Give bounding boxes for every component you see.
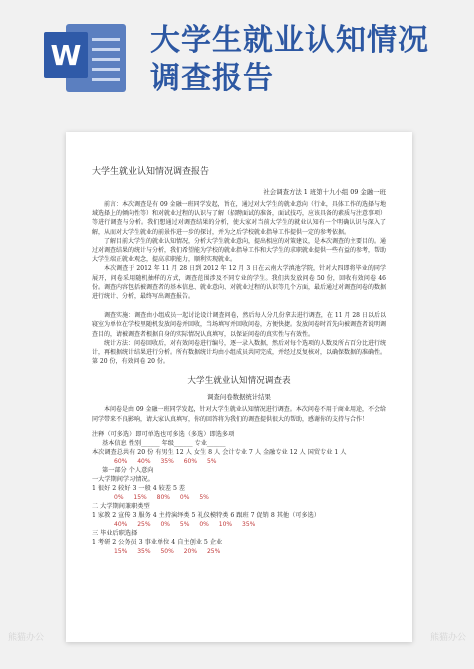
section-subtitle: 调查问卷数据统计结果	[207, 393, 271, 402]
question-1-options: 1 很好 2 较好 3 一般 4 较差 5 差	[92, 484, 186, 492]
question-1-percentages: 0% 15% 80% 0% 5%	[114, 493, 209, 501]
header-banner	[0, 0, 474, 120]
word-icon	[44, 18, 134, 98]
question-1: 一大学期间学习情况。	[92, 475, 154, 483]
question-2-percentages: 40% 25% 0% 5% 0% 10% 35%	[114, 520, 256, 528]
intro-paragraph: 前言：本次调查是有 09 金融一班同学发起，旨在，通过对大学生的就业意向（行业，具体工作的选择与地域选择上的倾向性等）和对就业过程的认识与了解（招聘面试的准备，面试技巧，应该具备的素质与注意事项）等进行调查与分析。我们想通过对调查结果的分析，使大家对当前大学生的就业认知有一个明确认识与深入了解，从而对大学生就业的前景作进一步的探讨，并为之后学校就业指导工作提供一定的参考依据。	[92, 201, 387, 236]
page-title: 大学生就业认知情况调查报告	[150, 23, 429, 96]
basic-info-line: 基本信息 性别______ 年级______ 专业______	[102, 439, 226, 447]
count-percentages: 60% 40% 35% 60% 5%	[114, 457, 217, 465]
question-2: 二 大学期间兼职类型	[92, 502, 150, 510]
count-line: 本次调查总共有 20 份 有男生 12 人 女生 8 人 会计专业 7 人 金融专业 12 人 国贸专业 1 人	[92, 448, 347, 456]
document-page	[66, 132, 412, 642]
process-paragraph: 调查实施：调查由小组成员一起讨论设计调查问卷，然后每人分几份拿去进行调查，在 11 月 28 日以后以寝室为单位在学校里随机发放问卷并回收，当场填写并回收问卷，方便快捷。发放问卷时首先向被调查者说明调查目的，请被调查者根据自身的实际情况认真填写，以保证问卷的真实性与有效性。	[92, 312, 387, 338]
method-line: 社会调查方法 1 班第十九小组 09 金融一班	[263, 188, 386, 196]
part-title: 第一部分 个人意向	[102, 466, 154, 474]
question-2-options: 1 家教 2 宣传 3 服务 4 主持演绎类 5 礼仪模特类 6 跟班 7 促销 8 其他（可多选）	[92, 511, 321, 519]
watermark-right: 熊猫办公	[429, 633, 466, 643]
note-line: 注释（可多选）即可单选也可多选（多选）即选多项	[92, 430, 235, 438]
section-title: 大学生就业认知情况调查表	[187, 376, 291, 387]
process-paragraph: 统计方法：问卷回收后，对有效问卷进行编号，逐一录入数据，然后对每个选项的人数及所占百分比进行统计，再根据统计结果进行分析。所有数据统计均由小组成员共同完成，并经过反复核对，以确保数据的准确性。第 20 份，有效问卷 20 份。	[92, 339, 387, 366]
intro-paragraph: 本次调查于 2012 年 11 月 28 日到 2012 年 12 月 3 日在云南大学滇池学院，针对大四即将毕业的同学展开，问卷采用随机抽样的方式，调查范围涉及不同专业的学生。我们共发放问卷 50 份，回收有效问卷 46 份。调查内容包括被调查者的基本信息、就业意向、对就业过程的认识等几个方面，最后通过对调查问卷的数据进行统计、分析，最终写出调查报告。	[92, 265, 387, 301]
intro-paragraph: 了解目前大学生的就业认知情况，分析大学生就业意向，提出相应的对策建议，是本次调查的主要目的。通过对调查结果的统计与分析，我们希望能为学校的就业指导工作和大学生的求职就业提供一些有益的参考，帮助大学生端正就业观念，提高求职能力，顺利实现就业。	[92, 237, 387, 264]
survey-intro: 本问卷是由 09 金融一班同学发起，针对大学生就业认知情况进行调查。本次问卷不用于商业用途，不会给同学带来不良影响，请大家认真填写，你的回答将为我们的调查提供很大的帮助，感谢你的支持与合作！	[92, 406, 386, 423]
word-icon-letter: W	[44, 32, 88, 78]
question-3-options: 1 考研 2 公务员 3 事业单位 4 自主创业 5 企业	[92, 538, 223, 546]
question-3-percentages: 15% 35% 50% 20% 25%	[114, 547, 221, 555]
question-3: 三 毕业后职选择	[92, 529, 138, 537]
document-title: 大学生就业认知情况调查报告	[92, 167, 210, 177]
watermark-left: 熊猫办公	[8, 633, 45, 643]
